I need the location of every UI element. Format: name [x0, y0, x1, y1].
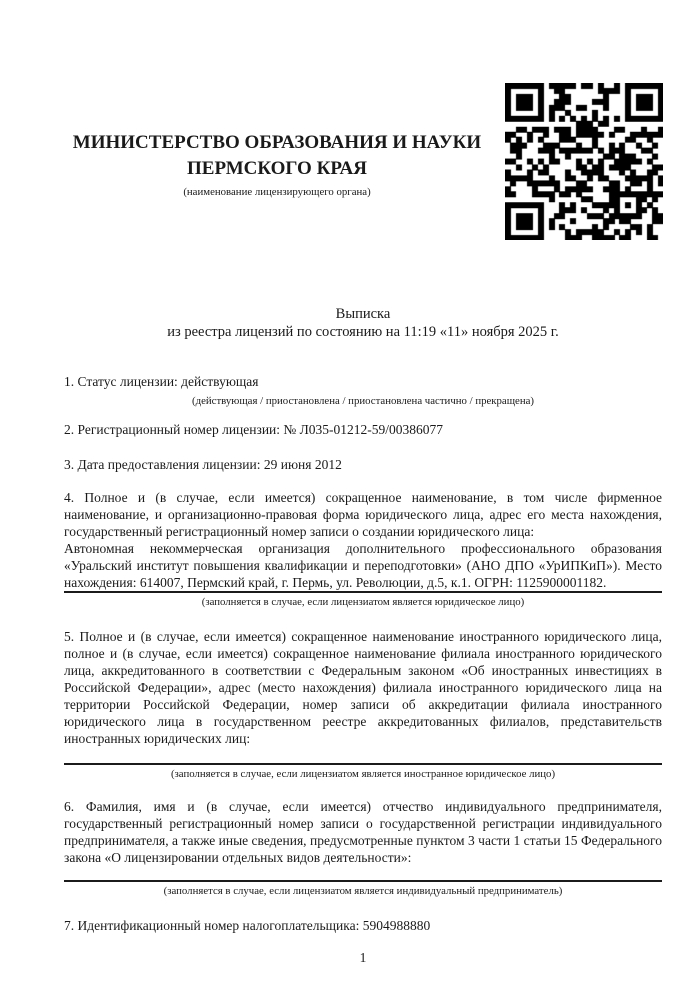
title-line2: из реестра лицензий по состоянию на 11:19 «11» ноября 2025 г. — [167, 324, 559, 340]
qr-code — [505, 83, 663, 240]
legal-entity-value: Автономная некоммерческая организация дополнительного профессионального образования «Уральский институт повышения квалификации и переподготовки» (АНО ДПО «УрИПКиП»). Место нахождения: 614007, Пермский край, г. Пермь, ул. Революции, д.5, к.1. ОГРН: 1125900001182. — [64, 541, 662, 590]
item-taxpayer-number — [64, 917, 662, 934]
foreign-entity-caption: (заполняется в случае, если лицензиатом является иностранное юридическое лицо) — [170, 768, 556, 780]
legal-entity-caption: (заполняется в случае, если лицензиатом является юридическое лицо) — [201, 596, 525, 608]
ministry-caption: (наименование лицензирующего органа) — [183, 186, 371, 198]
page-number: 1 — [359, 950, 367, 965]
blank-field-line — [64, 763, 662, 765]
item-individual-entrepreneur — [64, 798, 662, 898]
foreign-entity-prompt: 5. Полное и (в случае, если имеется) сокращенное наименование иностранного юридического лица, полное и (в случае, если имеется) сокращенное наименование филиала иностранного юридического лица, аккредитованного в соответствии с Федеральным законом «Об иностранных инвестициях в Российской Федерации», адрес (место нахождения) филиала иностранного юридического лица на территории Российской Федерации, номер записи об аккредитации филиала иностранного юридического лица в государственном реестре аккредитованных филиалов, представительств иностранных юридических лиц: — [64, 629, 662, 746]
ministry-name-line1: МИНИСТЕРСТВО ОБРАЗОВАНИЯ И НАУКИ — [72, 132, 482, 153]
grant-date-text: 3. Дата предоставления лицензии: 29 июня 2012 — [64, 457, 342, 472]
taxpayer-number-text: 7. Идентификационный номер налогоплательщика: 5904988880 — [64, 918, 431, 933]
individual-entrepreneur-caption: (заполняется в случае, если лицензиатом является индивидуальный предприниматель) — [163, 885, 563, 897]
licensing-authority-block — [64, 130, 490, 199]
document-header — [64, 0, 662, 305]
document-title — [64, 305, 662, 341]
license-status-text: 1. Статус лицензии: действующая — [64, 374, 259, 389]
license-status-options-caption: (действующая / приостановлена / приостановлена частично / прекращена) — [192, 395, 534, 407]
registration-number-text: 2. Регистрационный номер лицензии: № Л035-01212-59/00386077 — [64, 422, 444, 437]
item-legal-entity — [64, 489, 662, 609]
item-license-status — [64, 373, 662, 408]
item-foreign-entity — [64, 628, 662, 781]
individual-entrepreneur-prompt: 6. Фамилия, имя и (в случае, если имеется) отчество индивидуального предпринимателя, государственный регистрационный номер записи о государственной регистрации индивидуального предпринимателя, а также иные сведения, предусмотренные пунктом 3 части 1 статьи 15 Федерального закона «О лицензировании отдельных видов деятельности»: — [64, 799, 662, 865]
item-registration-number — [64, 421, 662, 438]
blank-field-line — [64, 880, 662, 882]
ministry-name-line2: ПЕРМСКОГО КРАЯ — [187, 158, 367, 179]
item-grant-date — [64, 456, 662, 473]
legal-entity-prompt: 4. Полное и (в случае, если имеется) сокращенное наименование, в том числе фирменное наименование, и организационно-правовая форма юридического лица, адрес его места нахождения, государственный регистрационный номер записи о создании юридического лица: — [64, 490, 662, 539]
items-list — [64, 373, 662, 934]
title-line1: Выписка — [335, 306, 391, 322]
blank-field-line — [64, 591, 662, 593]
